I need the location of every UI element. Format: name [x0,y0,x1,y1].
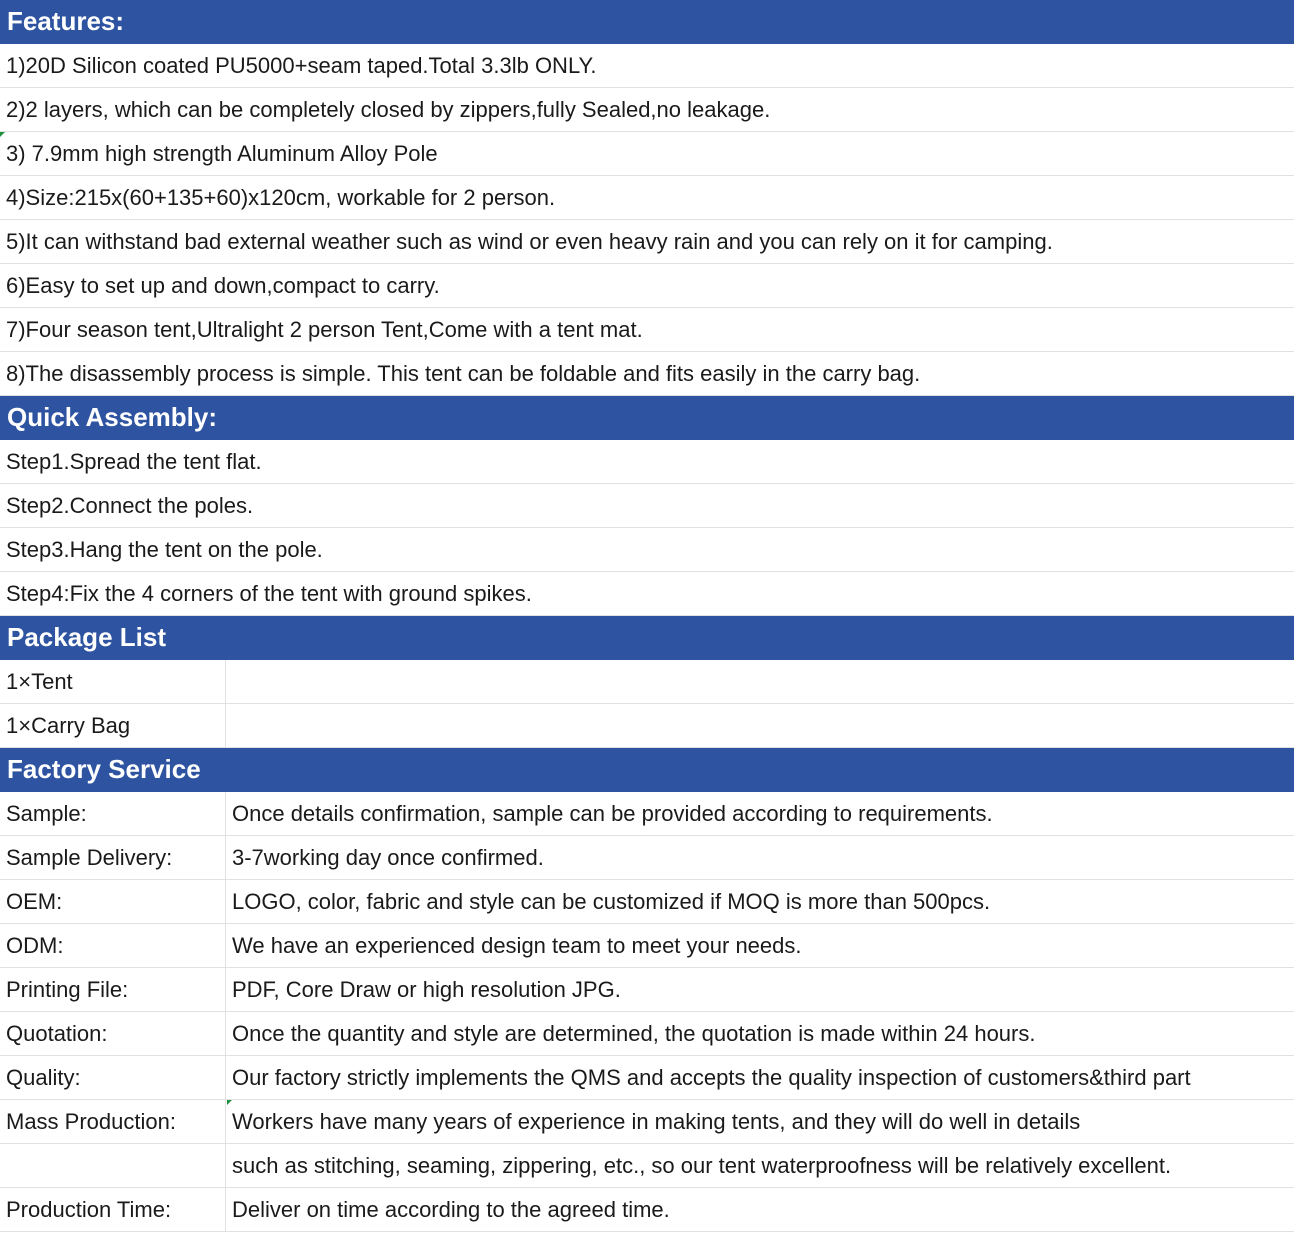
service-label[interactable]: ODM: [0,924,226,967]
service-label[interactable]: Printing File: [0,968,226,1011]
feature-text: 2)2 layers, which can be completely closed by zippers,fully Sealed,no leakage. [6,96,771,122]
feature-text: 4)Size:215x(60+135+60)x120cm, workable for 2 person. [6,184,556,210]
assembly-step-text: Step3.Hang the tent on the pole. [6,536,323,562]
service-row[interactable] [0,924,1294,968]
package-header [0,616,1294,660]
service-value[interactable]: We have an experienced design team to meet your needs. [232,932,802,958]
service-value[interactable]: 3-7working day once confirmed. [232,844,544,870]
service-value[interactable]: such as stitching, seaming, zippering, etc., so our tent waterproofness will be relatively excellent. [232,1152,1172,1178]
service-row[interactable] [0,792,1294,836]
assembly-step-row[interactable] [0,528,1294,572]
service-value[interactable]: Deliver on time according to the agreed time. [232,1196,670,1222]
feature-row[interactable] [0,176,1294,220]
feature-text: 8)The disassembly process is simple. This tent can be foldable and fits easily in the carry bag. [6,360,921,386]
service-label[interactable]: Production Time: [0,1188,226,1231]
service-title: Factory Service [7,754,201,784]
service-row[interactable] [0,1100,1294,1144]
service-row[interactable] [0,968,1294,1012]
service-header [0,748,1294,792]
service-row[interactable] [0,836,1294,880]
assembly-step-text: Step1.Spread the tent flat. [6,448,262,474]
assembly-step-text: Step4:Fix the 4 corners of the tent with ground spikes. [6,580,532,606]
package-item-cell[interactable]: 1×Tent [0,660,226,703]
assembly-header [0,396,1294,440]
assembly-step-row[interactable] [0,440,1294,484]
service-value[interactable]: LOGO, color, fabric and style can be customized if MOQ is more than 500pcs. [232,888,991,914]
service-row[interactable] [0,1144,1294,1188]
feature-row[interactable] [0,132,1294,176]
package-row[interactable] [0,660,1294,704]
service-value[interactable]: PDF, Core Draw or high resolution JPG. [232,976,621,1002]
package-item-cell[interactable]: 1×Carry Bag [0,704,226,747]
features-header [0,0,1294,44]
cell-comment-marker-icon [227,1100,232,1105]
service-value[interactable]: Once the quantity and style are determined, the quotation is made within 24 hours. [232,1020,1036,1046]
service-label[interactable]: Quality: [0,1056,226,1099]
service-row[interactable] [0,1188,1294,1232]
assembly-step-row[interactable] [0,484,1294,528]
service-row[interactable] [0,1056,1294,1100]
cell-comment-marker-icon [0,132,5,137]
service-value[interactable]: Workers have many years of experience in making tents, and they will do well in details [232,1108,1081,1134]
feature-row[interactable] [0,264,1294,308]
assembly-step-row[interactable] [0,572,1294,616]
service-value[interactable]: Once details confirmation, sample can be provided according to requirements. [232,800,993,826]
feature-text: 6)Easy to set up and down,compact to carry. [6,272,440,298]
empty-cell[interactable] [226,660,232,703]
service-label[interactable]: Sample Delivery: [0,836,226,879]
service-row[interactable] [0,1012,1294,1056]
feature-text: 5)It can withstand bad external weather such as wind or even heavy rain and you can rely on it for camping. [6,228,1053,254]
features-title: Features: [7,6,125,36]
service-label[interactable]: OEM: [0,880,226,923]
service-label[interactable] [0,1144,226,1187]
feature-row[interactable] [0,44,1294,88]
service-label[interactable]: Quotation: [0,1012,226,1055]
feature-row[interactable] [0,88,1294,132]
service-row[interactable] [0,880,1294,924]
feature-text: 3) 7.9mm high strength Aluminum Alloy Pole [6,140,438,166]
package-row[interactable] [0,704,1294,748]
service-label[interactable]: Mass Production: [0,1100,226,1143]
empty-cell[interactable] [226,704,232,747]
package-title: Package List [7,622,166,652]
feature-text: 1)20D Silicon coated PU5000+seam taped.Total 3.3lb ONLY. [6,52,597,78]
assembly-step-text: Step2.Connect the poles. [6,492,254,518]
feature-row[interactable] [0,352,1294,396]
service-label[interactable]: Sample: [0,792,226,835]
assembly-title: Quick Assembly: [7,402,218,432]
feature-row[interactable] [0,220,1294,264]
service-value[interactable]: Our factory strictly implements the QMS and accepts the quality inspection of customers&third part [232,1064,1191,1090]
feature-row[interactable] [0,308,1294,352]
feature-text: 7)Four season tent,Ultralight 2 person Tent,Come with a tent mat. [6,316,643,342]
